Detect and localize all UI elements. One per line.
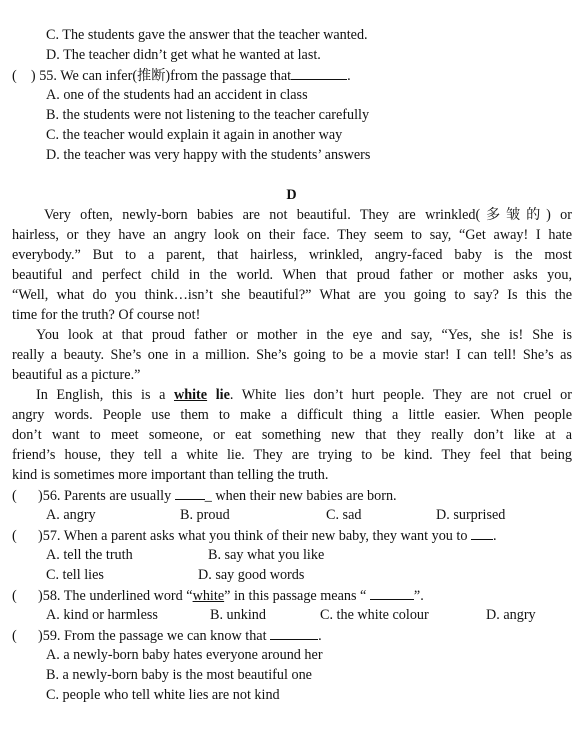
q57-option-d: D. say good words xyxy=(198,567,305,583)
q59-option-a: A. a newly-born baby hates everyone around her xyxy=(46,647,323,663)
section-title: D xyxy=(286,187,297,203)
answer-paren[interactable]: ( ) xyxy=(12,68,36,84)
passage-line-white-lie xyxy=(36,385,572,405)
question-57-end: . xyxy=(493,528,497,544)
question-56-rest: when their new babies are born. xyxy=(211,488,397,504)
underlined-word-white: white xyxy=(173,387,208,403)
answer-blank[interactable] xyxy=(291,65,347,80)
passage-line: don’t want to meet someone, or eat something new that they really don’t like at a xyxy=(12,427,572,443)
question-58-mid: ” in this passage means “ xyxy=(224,588,370,604)
q54-option-c: C. The students gave the answer that the teacher wanted. xyxy=(46,27,368,43)
question-58-stem: 58. The underlined word “ xyxy=(42,588,193,604)
quoted-word-white: white xyxy=(192,588,225,604)
q54-option-d: D. The teacher didn’t get what he wanted at last. xyxy=(46,47,321,63)
question-58-end: ”. xyxy=(413,588,424,604)
answer-paren[interactable]: ( ) xyxy=(12,528,43,544)
question-57-stem: 57. When a parent asks what you think of their new baby, they want you to xyxy=(42,528,468,544)
q55-option-a: A. one of the students had an accident in class xyxy=(46,87,308,103)
passage-line: beautiful as a picture.” xyxy=(12,367,141,383)
q55-option-c: C. the teacher would explain it again in another way xyxy=(46,127,343,143)
passage-line: really a beauty. She’s one in a million. She’s going to be a movie star! I can tell! She’s as xyxy=(12,347,572,363)
question-55-end: . xyxy=(347,68,351,84)
bold-word-lie: lie xyxy=(207,387,230,403)
q58-option-a: A. kind or harmless xyxy=(46,607,158,623)
question-59-stem: 59. From the passage we can know that xyxy=(42,628,267,644)
passage-line: “Well, what do you think…isn’t she beautiful?” What are you going to say? Is this the xyxy=(12,287,572,303)
passage-line: everybody.” But to a parent, that hairless, wrinkled, angry-faced baby is the most xyxy=(12,247,572,263)
q57-option-b: B. say what you like xyxy=(208,547,325,563)
answer-blank[interactable] xyxy=(175,485,205,500)
answer-paren[interactable]: ( ) xyxy=(12,488,43,504)
passage-text: In English, this is a xyxy=(36,387,174,403)
q58-option-c: C. the white colour xyxy=(320,607,429,623)
q59-option-c: C. people who tell white lies are not kind xyxy=(46,687,280,703)
q57-option-a: A. tell the truth xyxy=(46,547,133,563)
question-58 xyxy=(12,585,571,606)
q56-option-d: D. surprised xyxy=(436,507,506,523)
passage-line: beautiful and perfect child in the world. When that proud father or mother asks you, xyxy=(12,267,572,283)
passage-line: time for the truth? Of course not! xyxy=(12,307,201,323)
question-55 xyxy=(12,65,571,86)
q55-option-d: D. the teacher was very happy with the students’ answers xyxy=(46,147,371,163)
q59-option-b: B. a newly-born baby is the most beautiful one xyxy=(46,667,312,683)
answer-blank[interactable] xyxy=(270,625,318,640)
question-57 xyxy=(12,525,571,546)
passage-text: . White lies don’t hurt people. They are not cruel or xyxy=(229,387,572,403)
q58-option-b: B. unkind xyxy=(210,607,266,623)
passage-line: kind is sometimes more important than telling the truth. xyxy=(12,467,329,483)
answer-paren[interactable]: ( ) xyxy=(12,628,43,644)
passage-line: friend’s house, they tell a white lie. They are trying to be kind. They feel that being xyxy=(12,447,572,463)
answer-blank[interactable] xyxy=(471,525,493,540)
question-55-stem: 55. We can infer(推断)from the passage that xyxy=(39,68,292,84)
question-56 xyxy=(12,485,571,506)
passage-line: angry words. People use them to make a difficult thing a little easier. When people xyxy=(12,407,572,423)
question-59 xyxy=(12,625,571,646)
q57-option-c: C. tell lies xyxy=(46,567,104,583)
answer-blank[interactable] xyxy=(370,585,414,600)
blank-tail: _ xyxy=(204,488,212,504)
q58-option-d: D. angry xyxy=(486,607,536,623)
q55-option-b: B. the students were not listening to the teacher carefully xyxy=(46,107,370,123)
question-59-end: . xyxy=(318,628,322,644)
passage-line: You look at that proud father or mother in the eye and say, “Yes, she is! She is xyxy=(36,327,572,343)
question-56-stem: 56. Parents are usually xyxy=(42,488,172,504)
q56-option-b: B. proud xyxy=(180,507,230,523)
passage-line: Very often, newly-born babies are not beautiful. They are wrinkled(多皱的) or xyxy=(44,207,572,223)
q56-option-c: C. sad xyxy=(326,507,362,523)
passage-line: hairless, or they have an angry look on their face. They seem to say, “Get away! I hate xyxy=(12,227,572,243)
q56-option-a: A. angry xyxy=(46,507,96,523)
answer-paren[interactable]: ( ) xyxy=(12,588,43,604)
